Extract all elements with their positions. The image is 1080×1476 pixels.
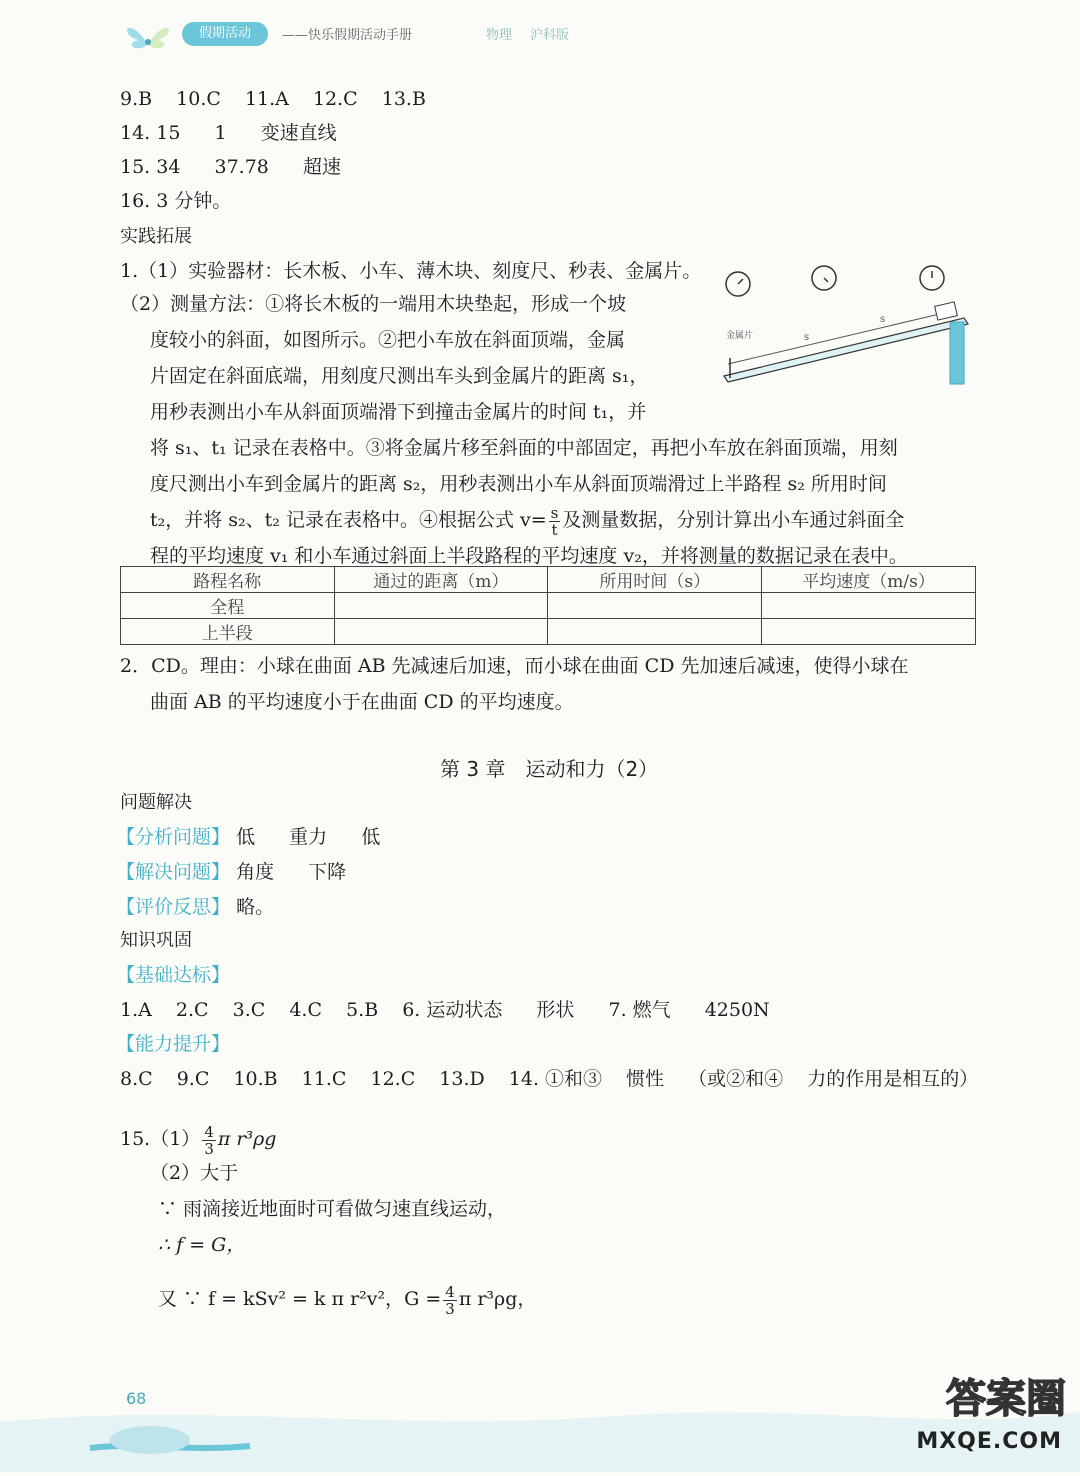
solve-tag: 【解决问题】	[116, 861, 231, 883]
table-header-cell: 所用时间（s）	[548, 567, 762, 593]
four-thirds-fraction	[202, 1124, 216, 1157]
stopwatch-icon	[812, 266, 836, 290]
method-line: 度较小的斜面，如图所示。②把小车放在斜面顶端，金属	[150, 329, 626, 351]
page-header	[0, 0, 1080, 58]
reflect-tag: 【评价反思】	[116, 896, 231, 918]
reflect-row	[116, 894, 274, 920]
stopwatch-icon	[920, 266, 944, 290]
answer-item: 1.A	[120, 999, 152, 1021]
table-cell	[762, 593, 976, 619]
answer-line-3	[120, 154, 341, 180]
q15-reason2: ∴ f = G，	[158, 1234, 246, 1256]
answer-item: 13.B	[381, 88, 426, 110]
table-header-cell: 通过的距离（m）	[334, 567, 548, 593]
answer-item: 略。	[236, 896, 275, 918]
answer-line-4: 16. 3 分钟。	[120, 190, 232, 212]
section-heading-practice: 实践拓展	[120, 226, 192, 247]
ability-tag: 【能力提升】	[116, 1033, 231, 1055]
answer-item: 14. 15	[120, 122, 181, 144]
section-heading-problem: 问题解决	[120, 792, 192, 813]
answer-item: 2.C	[175, 999, 209, 1021]
section-heading-knowledge: 知识巩固	[120, 930, 192, 951]
answer-item: 9.B	[120, 88, 153, 110]
method-line: （2）测量方法：①将长木板的一端用木块垫起，形成一个坡	[120, 293, 627, 315]
header-publisher: 沪科版	[530, 28, 570, 43]
answer-item: 13.D	[439, 1068, 485, 1090]
metal-plate-label: 金属片	[726, 331, 754, 341]
answer-item: 6. 运动状态	[402, 999, 503, 1021]
incline-experiment-figure	[716, 258, 984, 398]
table-row	[121, 619, 976, 645]
answer-item: 7. 燃气	[608, 999, 671, 1021]
header-subject: 物理	[486, 28, 513, 43]
answer-item: 10.B	[233, 1068, 278, 1090]
method-line: 片固定在斜面底端，用刻度尺测出车头到金属片的距离 s₁，	[150, 365, 649, 387]
q15-reason3	[158, 1276, 536, 1322]
q15-expression: π r³ρg	[217, 1128, 277, 1150]
answer-item: 惯性	[626, 1068, 665, 1090]
answer-item: 低	[236, 826, 256, 848]
practice-method	[120, 286, 648, 430]
answer-item: 4250N	[704, 999, 770, 1021]
table-header-row	[121, 567, 976, 593]
table-cell	[762, 619, 976, 645]
practice-method-cont	[150, 430, 980, 574]
table-row	[121, 593, 976, 619]
header-subtitle: ——快乐假期活动手册	[282, 28, 413, 43]
watermark-url: MXQE.COM	[916, 1429, 1062, 1454]
q15-part2: （2）大于	[150, 1162, 239, 1184]
butterfly-logo-icon	[118, 14, 178, 54]
table-cell	[334, 593, 548, 619]
answer-item: 12.C	[312, 88, 358, 110]
answer-item: 9.C	[176, 1068, 210, 1090]
q15-reason1: ∵ 雨滴接近地面时可看做匀速直线运动，	[158, 1198, 507, 1220]
table-cell: 全程	[121, 593, 335, 619]
q15-part1	[120, 1116, 276, 1162]
header-badge: 假期活动	[182, 22, 268, 46]
answer-item: 11.C	[301, 1068, 347, 1090]
fraction-numerator: s	[550, 503, 559, 522]
answer-item: （或②和④	[688, 1068, 784, 1090]
footer-wave-decoration	[0, 1362, 1080, 1472]
method-line: 将 s₁、t₁ 记录在表格中。③将金属片移至斜面的中部固定，再把小车放在斜面顶端，用刻	[150, 437, 898, 459]
answer-item: 低	[361, 826, 381, 848]
q15-label: 15.（1）	[120, 1128, 201, 1150]
answer-item: 1	[214, 122, 227, 144]
velocity-fraction	[549, 505, 561, 538]
method-line: 用秒表测出小车从斜面顶端滑下到撞击金属片的时间 t₁，并	[150, 401, 647, 423]
answer-item: 8.C	[120, 1068, 153, 1090]
answer-item: 角度	[236, 861, 275, 883]
method-line: 程的平均速度 v₁ 和小车通过斜面上半段路程的平均速度 v₂，并将测量的数据记录在表中。	[150, 545, 908, 567]
method-line: 度尺测出小车到金属片的距离 s₂，用秒表测出小车从斜面顶端滑过上半路程 s₂ 所用时间	[150, 473, 887, 495]
answer-item: 形状	[536, 999, 575, 1021]
answer-item: 重力	[289, 826, 328, 848]
answer-item: 超速	[302, 156, 341, 178]
analyze-row	[116, 824, 380, 850]
answer-item: 11.A	[244, 88, 289, 110]
answer-line-2	[120, 120, 337, 146]
formula-before: t₂，并将 s₂、t₂ 记录在表格中。④根据公式 v=	[150, 509, 547, 531]
q15-reason3-after: π r³ρg，	[458, 1288, 537, 1310]
answer-item: 3.C	[232, 999, 266, 1021]
fraction-numerator: 4	[204, 1122, 214, 1141]
fraction-denominator: t	[551, 520, 558, 539]
table-cell	[548, 593, 762, 619]
stopwatch-icon	[726, 272, 750, 296]
q2-line: 曲面 AB 的平均速度小于在曲面 CD 的平均速度。	[150, 691, 574, 713]
question-2-answer	[120, 648, 908, 720]
answer-item: 力的作用是相互的）	[807, 1068, 979, 1090]
table-header-cell: 平均速度（m/s）	[762, 567, 976, 593]
answer-item: 变速直线	[260, 122, 337, 144]
distance-label: s	[804, 332, 810, 343]
chapter-title: 第 3 章 运动和力（2）	[440, 757, 659, 781]
answer-item: 5.B	[346, 999, 379, 1021]
answer-line-1	[120, 86, 426, 112]
table-cell	[334, 619, 548, 645]
fraction-denominator: 3	[204, 1139, 214, 1158]
analyze-tag: 【分析问题】	[116, 826, 231, 848]
answer-item: 10.C	[176, 88, 221, 110]
watermark-logo: 答案圈	[946, 1376, 1066, 1422]
answer-item: 14. ①和③	[508, 1068, 603, 1090]
table-cell	[548, 619, 762, 645]
q2-line: 2．CD。理由：小球在曲面 AB 先减速后加速，而小球在曲面 CD 先加速后减速，使得小球在	[120, 655, 909, 677]
answer-item: 15. 34	[120, 156, 181, 178]
measurement-table	[120, 566, 976, 645]
answer-item: 4.C	[289, 999, 323, 1021]
fraction-denominator: 3	[445, 1299, 455, 1318]
answer-item: 下降	[308, 861, 347, 883]
practice-materials: 1.（1）实验器材：长木板、小车、薄木块、刻度尺、秒表、金属片。	[120, 260, 702, 282]
ability-answers-row	[120, 1066, 978, 1092]
page-footer	[0, 1362, 1080, 1472]
formula-line	[150, 502, 980, 538]
formula-after: 及测量数据，分别计算出小车通过斜面全	[562, 509, 905, 531]
fraction-numerator: 4	[445, 1282, 455, 1301]
basic-tag: 【基础达标】	[116, 964, 231, 986]
basic-answers-row	[120, 997, 770, 1023]
page-number: 68	[126, 1389, 147, 1408]
distance-label: s	[880, 314, 886, 325]
four-thirds-fraction	[443, 1284, 457, 1317]
answer-item: 37.78	[214, 156, 269, 178]
table-cell: 上半段	[121, 619, 335, 645]
table-header-cell: 路程名称	[121, 567, 335, 593]
answer-item: 12.C	[370, 1068, 416, 1090]
q15-reason3-before: 又 ∵ f = kSv² = k π r²v²，G =	[158, 1288, 442, 1310]
solve-row	[116, 859, 346, 885]
